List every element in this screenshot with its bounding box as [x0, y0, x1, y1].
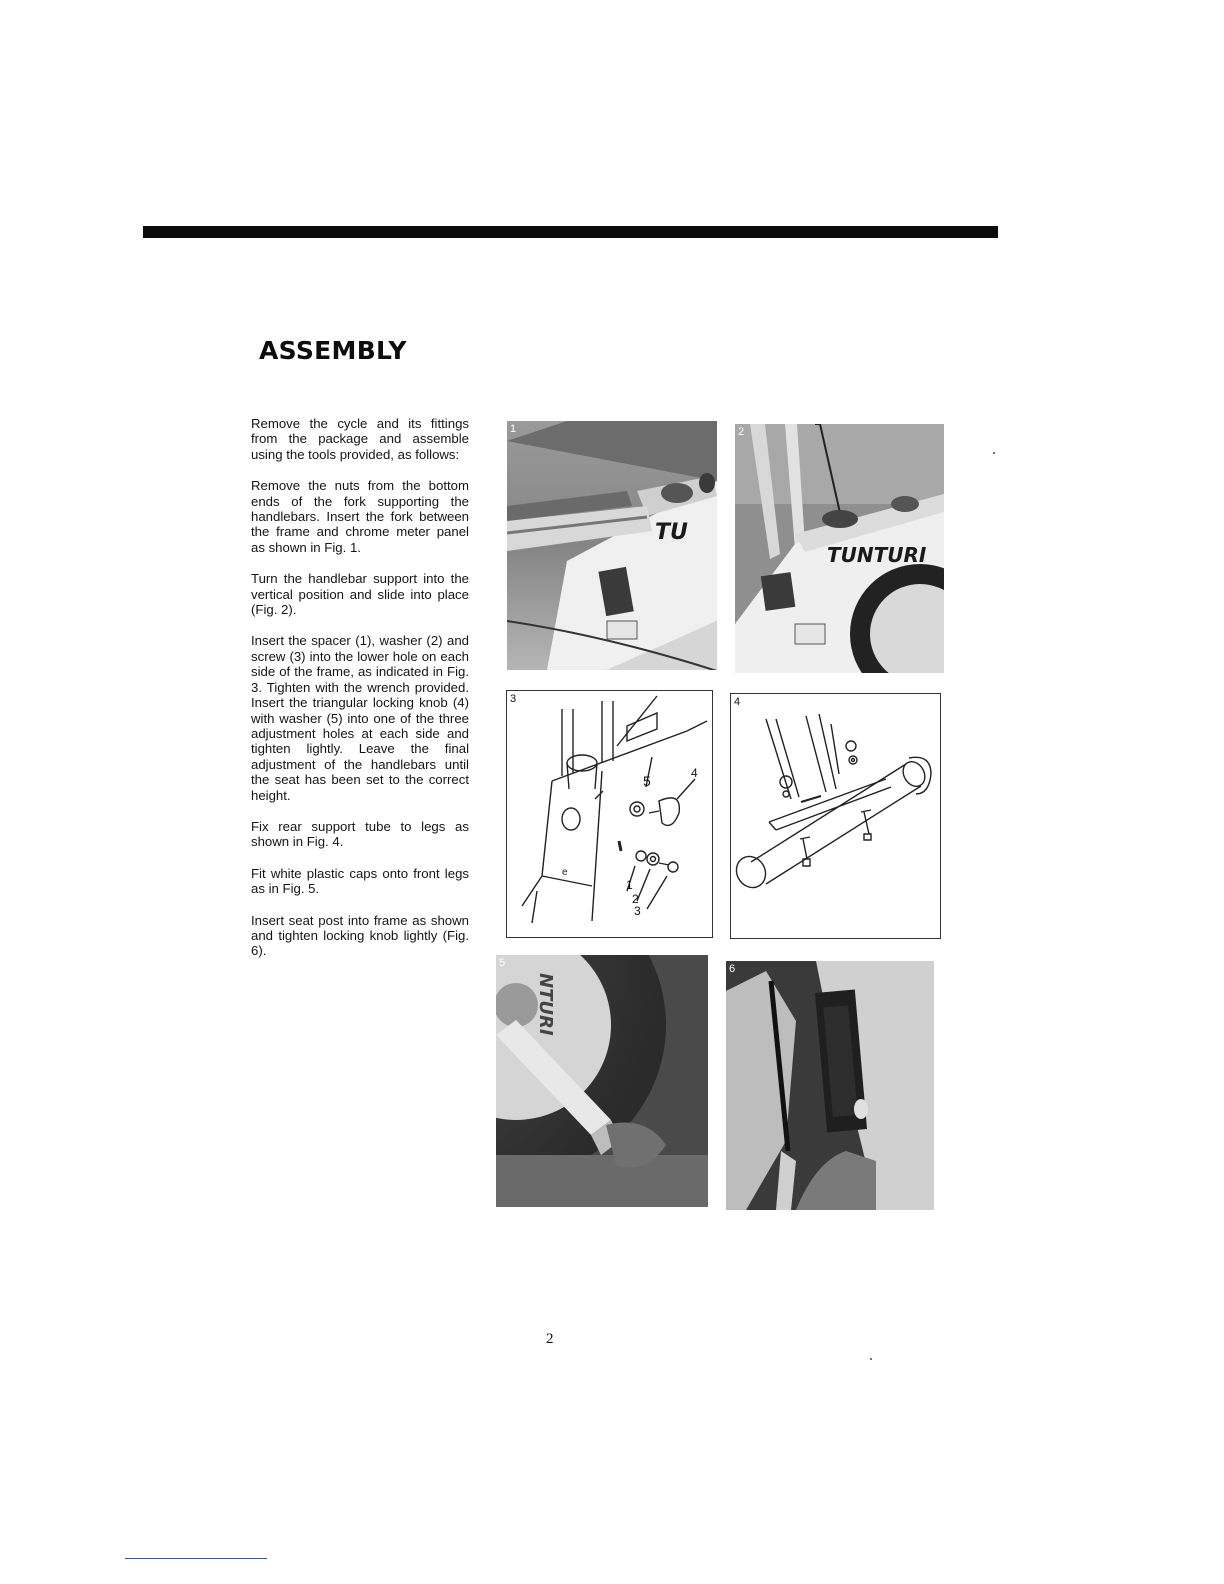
figure-number: 3 — [510, 693, 517, 705]
callout-3: 3 — [634, 904, 641, 918]
instruction-paragraph: Turn the handlebar support into the vertical position and slide into place (Fig. 2). — [251, 571, 469, 618]
figure-number: 5 — [499, 957, 506, 969]
figure-2-illustration — [735, 424, 944, 673]
callout-2: 2 — [632, 892, 639, 906]
brand-lettering: NTURI — [535, 973, 556, 1036]
top-rule — [143, 226, 998, 238]
callout-5: 5 — [643, 773, 651, 789]
instruction-paragraph: Fix rear support tube to legs as shown in Fig. 4. — [251, 818, 469, 850]
scan-speck — [993, 452, 995, 454]
page-title: ASSEMBLY — [259, 336, 407, 365]
figure-5-photo — [496, 955, 708, 1207]
figure-3-illustration — [507, 691, 712, 937]
figure-number: 6 — [729, 963, 736, 975]
callout-4: 4 — [691, 766, 698, 780]
brand-lettering: TU — [655, 520, 688, 545]
instruction-paragraph: Fit white plastic caps onto front legs as in Fig. 5. — [251, 865, 469, 897]
instructions-column — [251, 416, 469, 975]
instruction-paragraph: Remove the cycle and its fittings from the package and assemble using the tools provided, as follows: — [251, 416, 469, 462]
figure-2-photo — [735, 424, 944, 673]
scan-speck — [870, 1358, 872, 1360]
callout-1: 1 — [626, 878, 633, 892]
figure-4-drawing — [730, 693, 941, 939]
figure-number: 4 — [734, 696, 741, 708]
instruction-paragraph: Insert the spacer (1), washer (2) and screw (3) into the lower hole on each side of the frame, as indicated in Fig. 3. Tighten with the wrench provided. Insert the triangular locking knob (4) with washer (5) into one of the three adjustment holes at each side and tighten lightly. Leave the final adjustment of the handlebars until the seat has been set to the correct height. — [251, 633, 469, 803]
footer-rule — [125, 1558, 267, 1559]
instruction-paragraph: Remove the nuts from the bottom ends of the fork supporting the handlebars. Insert the fork between the frame and chrome meter panel as shown in Fig. 1. — [251, 478, 469, 555]
figure-1-illustration — [507, 421, 717, 670]
figure-4-illustration — [731, 694, 940, 938]
figure-number: 1 — [510, 423, 517, 435]
figure-1-photo — [507, 421, 717, 670]
figure-6-illustration — [726, 961, 934, 1210]
figure-6-photo — [726, 961, 934, 1210]
page-number: 2 — [546, 1331, 554, 1347]
figure-3-drawing — [506, 690, 713, 938]
frame-mark: e — [562, 867, 568, 878]
instruction-paragraph: Insert seat post into frame as shown and tighten locking knob lightly (Fig. 6). — [251, 912, 469, 959]
figure-5-illustration — [496, 955, 708, 1207]
brand-lettering: TUNTURI — [827, 543, 927, 567]
figure-number: 2 — [738, 426, 745, 438]
